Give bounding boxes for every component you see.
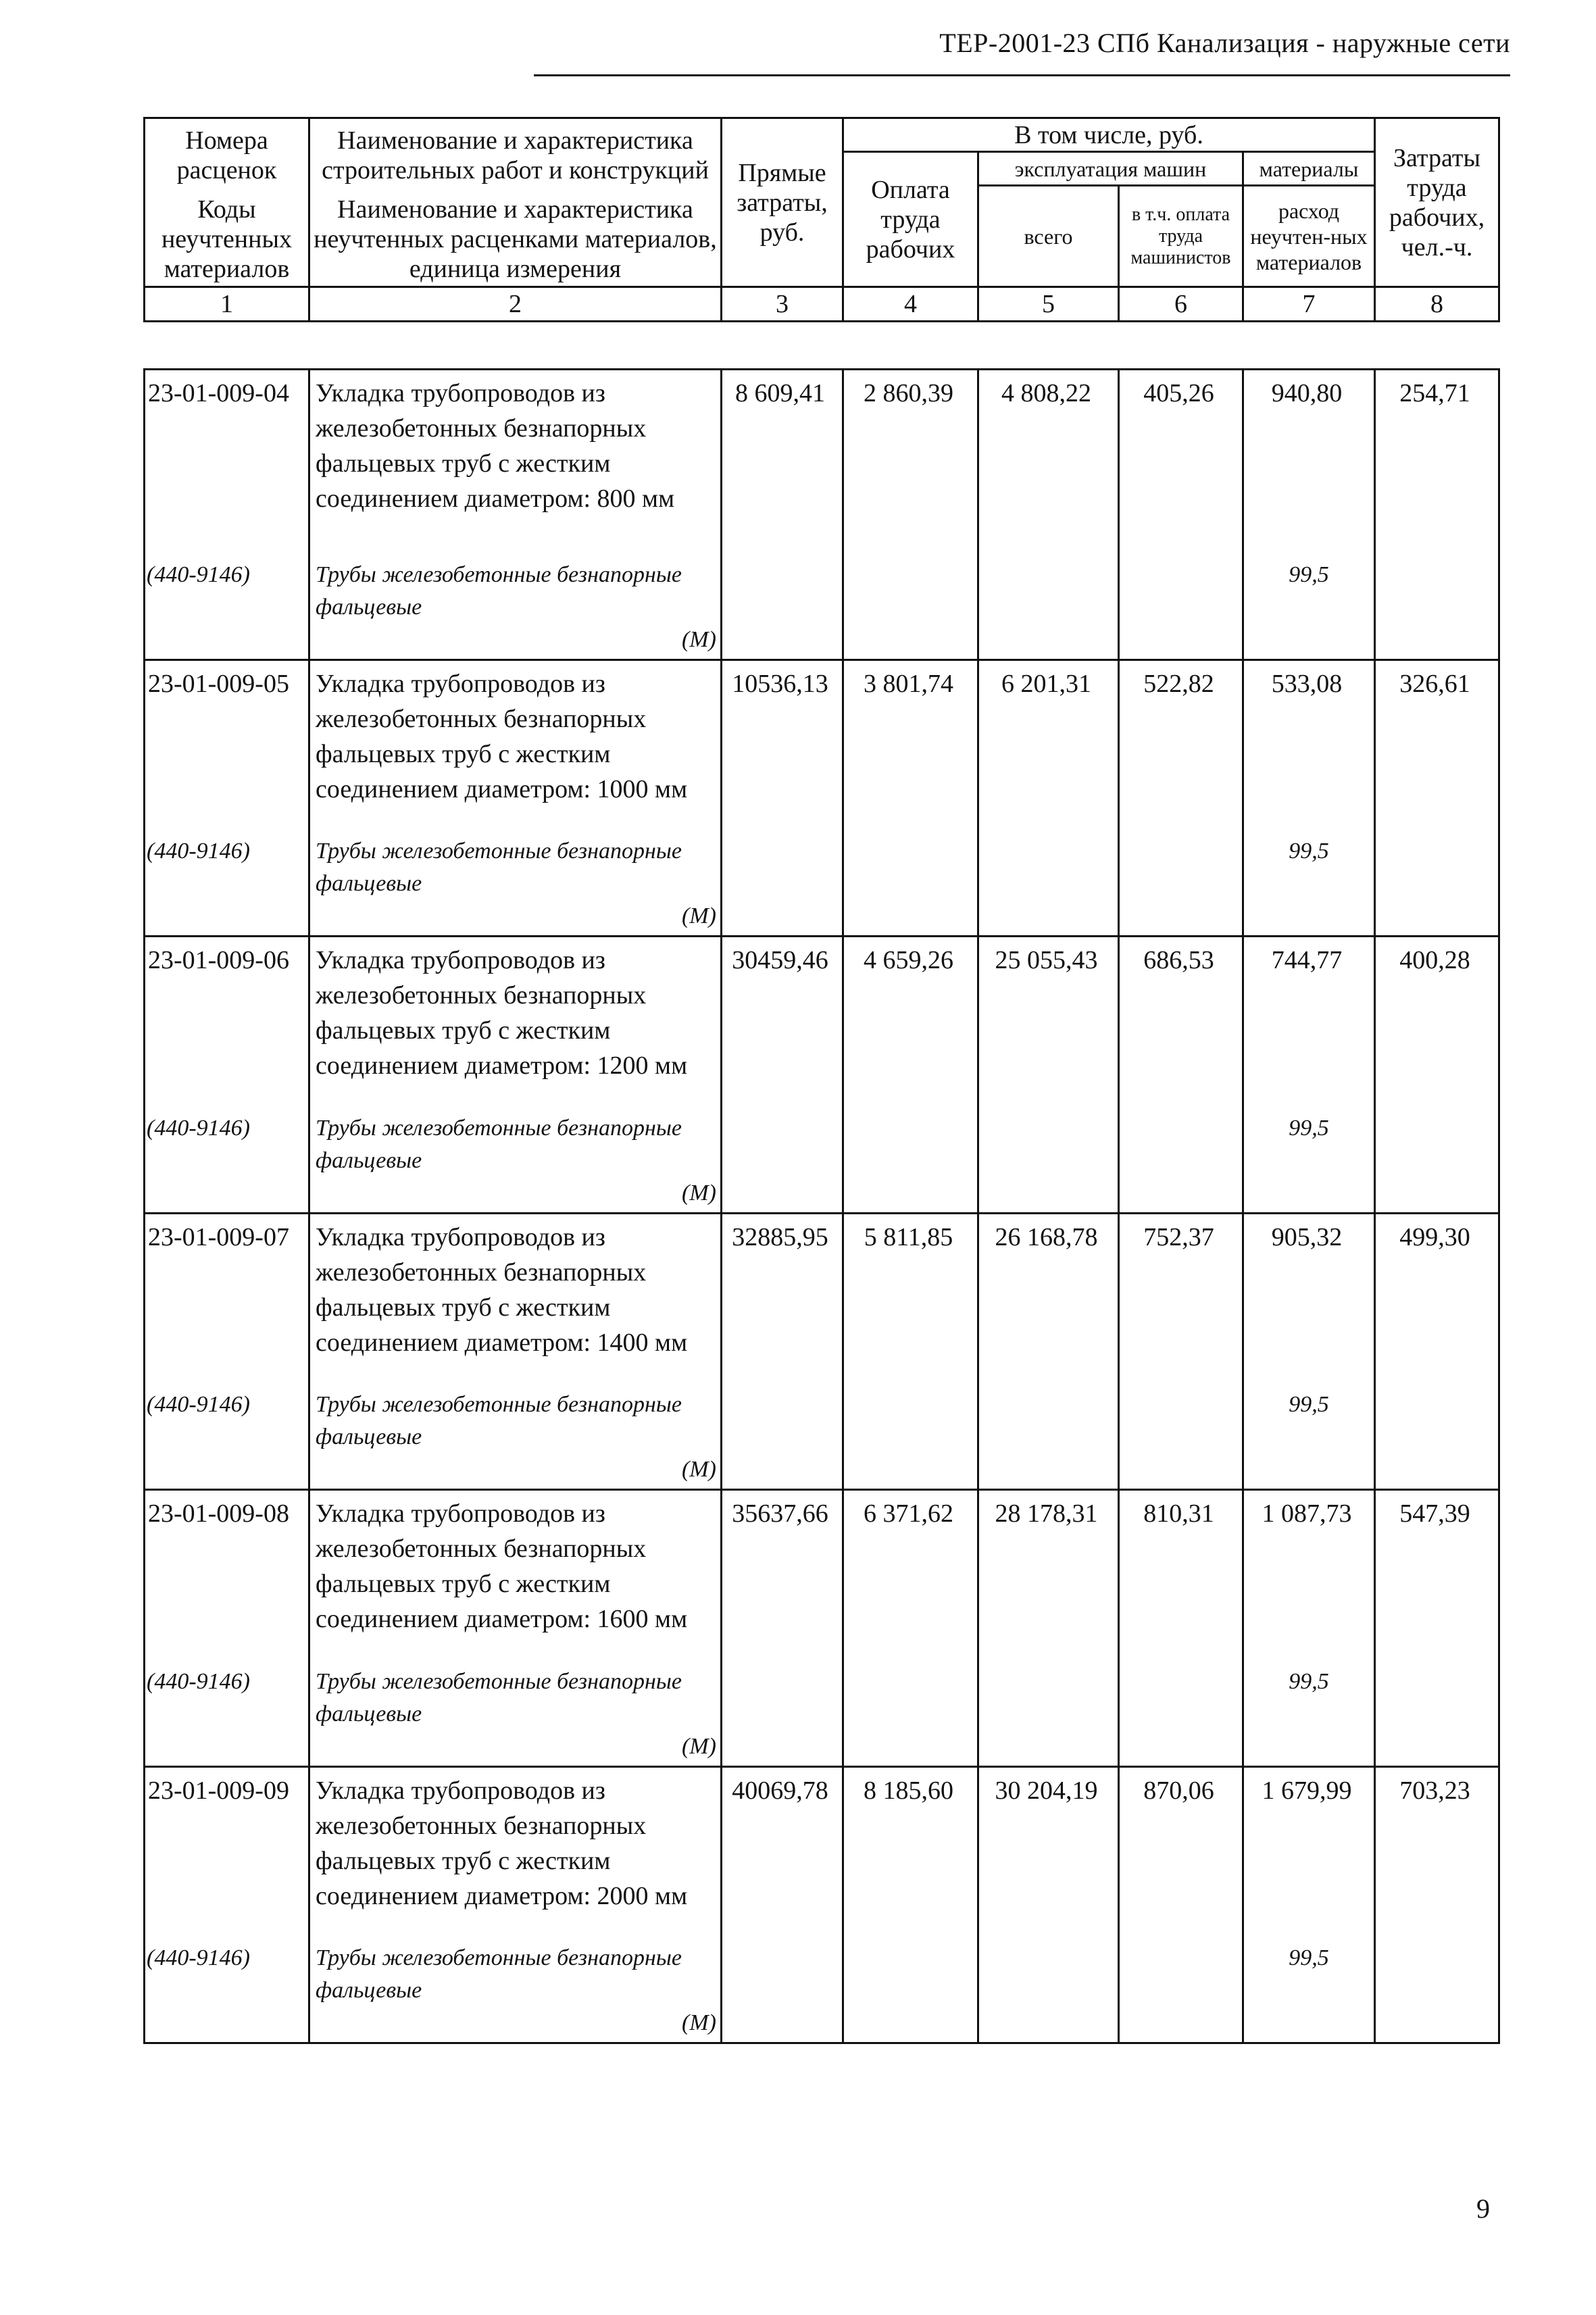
direct-cost: 35637,66: [722, 1490, 843, 1666]
machines-total: 28 178,31: [978, 1490, 1119, 1666]
machinists-pay: 870,06: [1119, 1766, 1243, 1942]
labor-hours: 547,39: [1375, 1490, 1499, 1666]
column-number: 4: [843, 287, 978, 322]
table-row: [145, 1213, 1499, 1389]
material-row: [145, 835, 1499, 937]
material-code: (440-9146): [145, 1389, 309, 1490]
materials-cost: 533,08: [1243, 659, 1375, 835]
machinists-pay: 405,26: [1119, 370, 1243, 559]
table-row: [145, 1766, 1499, 1942]
labor-pay: 8 185,60: [843, 1766, 978, 1942]
labor-hours: 400,28: [1375, 937, 1499, 1112]
material-code: (440-9146): [145, 835, 309, 937]
material-unit: (М): [682, 1733, 716, 1759]
material-name: Трубы железобетонные безнапорные фальцевые: [316, 839, 682, 896]
materials-cost: 905,32: [1243, 1213, 1375, 1389]
materials-cost: 1 087,73: [1243, 1490, 1375, 1666]
material-rate: 99,5: [1243, 1942, 1375, 2043]
including-group-header: В том числе, руб.: [843, 118, 1375, 152]
machines-total: 6 201,31: [978, 659, 1119, 835]
rate-code: 23-01-009-04: [145, 370, 309, 559]
machines-total: 30 204,19: [978, 1766, 1119, 1942]
machines-group-header: эксплуатация машин: [978, 152, 1243, 186]
material-unit: (М): [682, 626, 716, 652]
material-row: [145, 1666, 1499, 1767]
material-row: [145, 1942, 1499, 2043]
labor-hours: 703,23: [1375, 1766, 1499, 1942]
labor-pay: 2 860,39: [843, 370, 978, 559]
col-codes-header: Номера расценок: [145, 118, 309, 193]
col-unaccounted-materials-header: расход неучтен-ных материалов: [1243, 186, 1375, 287]
table-row: [145, 1490, 1499, 1666]
machinists-pay: 522,82: [1119, 659, 1243, 835]
material-unit: (М): [682, 1180, 716, 1205]
materials-cost: 744,77: [1243, 937, 1375, 1112]
rate-code: 23-01-009-08: [145, 1490, 309, 1666]
material-row: [145, 1389, 1499, 1490]
page-number: 9: [1476, 2193, 1490, 2224]
machinists-pay: 686,53: [1119, 937, 1243, 1112]
material-row: [145, 1112, 1499, 1214]
rate-code: 23-01-009-09: [145, 1766, 309, 1942]
material-rate: 99,5: [1243, 1666, 1375, 1767]
material-code: (440-9146): [145, 559, 309, 660]
work-name: Укладка трубопроводов из железобетонных безнапорных фальцевых труб с жестким соединением диаметром: 1200 мм: [309, 937, 722, 1112]
machinists-pay: 810,31: [1119, 1490, 1243, 1666]
materials-cost: 940,80: [1243, 370, 1375, 559]
direct-cost: 32885,95: [722, 1213, 843, 1389]
column-number: 5: [978, 287, 1119, 322]
machines-total: 4 808,22: [978, 370, 1119, 559]
labor-pay: 3 801,74: [843, 659, 978, 835]
work-name: Укладка трубопроводов из железобетонных безнапорных фальцевых труб с жестким соединением диаметром: 800 мм: [309, 370, 722, 559]
table-row: [145, 937, 1499, 1112]
material-name: Трубы железобетонные безнапорные фальцевые: [316, 1115, 682, 1173]
direct-cost: 8 609,41: [722, 370, 843, 559]
material-code: (440-9146): [145, 1112, 309, 1214]
materials-cost: 1 679,99: [1243, 1766, 1375, 1942]
material-unit: (М): [682, 903, 716, 928]
rate-code: 23-01-009-06: [145, 937, 309, 1112]
direct-cost: 10536,13: [722, 659, 843, 835]
column-number: 7: [1243, 287, 1375, 322]
material-unit: (М): [682, 2010, 716, 2035]
column-number: 6: [1119, 287, 1243, 322]
labor-pay: 5 811,85: [843, 1213, 978, 1389]
document-title: ТЕР-2001-23 СПб Канализация - наружные сети: [939, 28, 1510, 58]
col-material-name-header: Наименование и характеристика неучтенных расценками материалов, единица измерения: [309, 193, 722, 287]
rate-code: 23-01-009-07: [145, 1213, 309, 1389]
table-row: [145, 370, 1499, 559]
col-labor-hours-header: Затраты труда рабочих, чел.-ч.: [1375, 118, 1499, 287]
machines-total: 25 055,43: [978, 937, 1119, 1112]
work-name: Укладка трубопроводов из железобетонных безнапорных фальцевых труб с жестким соединением диаметром: 1400 мм: [309, 1213, 722, 1389]
labor-hours: 499,30: [1375, 1213, 1499, 1389]
labor-hours: 326,61: [1375, 659, 1499, 835]
material-name: Трубы железобетонные безнапорные фальцевые: [316, 562, 682, 620]
table-row: [145, 659, 1499, 835]
column-number: 1: [145, 287, 309, 322]
rate-code: 23-01-009-05: [145, 659, 309, 835]
col-direct-cost-header: Прямые затраты, руб.: [722, 118, 843, 287]
column-number: 2: [309, 287, 722, 322]
material-unit: (М): [682, 1457, 716, 1482]
work-name: Укладка трубопроводов из железобетонных безнапорных фальцевых труб с жестким соединением диаметром: 1000 мм: [309, 659, 722, 835]
col-work-name-header: Наименование и характеристика строительных работ и конструкций: [309, 118, 722, 193]
labor-hours: 254,71: [1375, 370, 1499, 559]
direct-cost: 30459,46: [722, 937, 843, 1112]
col-machines-total-header: всего: [978, 186, 1119, 287]
col-machinists-header: в т.ч. оплата труда машинистов: [1119, 186, 1243, 287]
material-rate: 99,5: [1243, 559, 1375, 660]
materials-group-header: материалы: [1243, 152, 1375, 186]
material-name: Трубы железобетонные безнапорные фальцевые: [316, 1668, 682, 1726]
material-code: (440-9146): [145, 1942, 309, 2043]
work-name: Укладка трубопроводов из железобетонных безнапорных фальцевых труб с жестким соединением диаметром: 1600 мм: [309, 1490, 722, 1666]
col-labor-pay-header: Оплата труда рабочих: [843, 152, 978, 287]
material-rate: 99,5: [1243, 1112, 1375, 1214]
material-rate: 99,5: [1243, 835, 1375, 937]
material-row: [145, 559, 1499, 660]
direct-cost: 40069,78: [722, 1766, 843, 1942]
work-name: Укладка трубопроводов из железобетонных безнапорных фальцевых труб с жестким соединением диаметром: 2000 мм: [309, 1766, 722, 1942]
material-rate: 99,5: [1243, 1389, 1375, 1490]
rates-table: [143, 368, 1500, 2044]
machinists-pay: 752,37: [1119, 1213, 1243, 1389]
material-name: Трубы железобетонные безнапорные фальцевые: [316, 1392, 682, 1449]
column-header-table: [143, 117, 1500, 322]
machines-total: 26 168,78: [978, 1213, 1119, 1389]
material-code: (440-9146): [145, 1666, 309, 1767]
header-divider: [534, 74, 1510, 76]
labor-pay: 6 371,62: [843, 1490, 978, 1666]
column-number: 3: [722, 287, 843, 322]
labor-pay: 4 659,26: [843, 937, 978, 1112]
col-material-codes-header: Коды неучтенных материалов: [145, 193, 309, 287]
material-name: Трубы железобетонные безнапорные фальцевые: [316, 1945, 682, 2003]
column-number: 8: [1375, 287, 1499, 322]
